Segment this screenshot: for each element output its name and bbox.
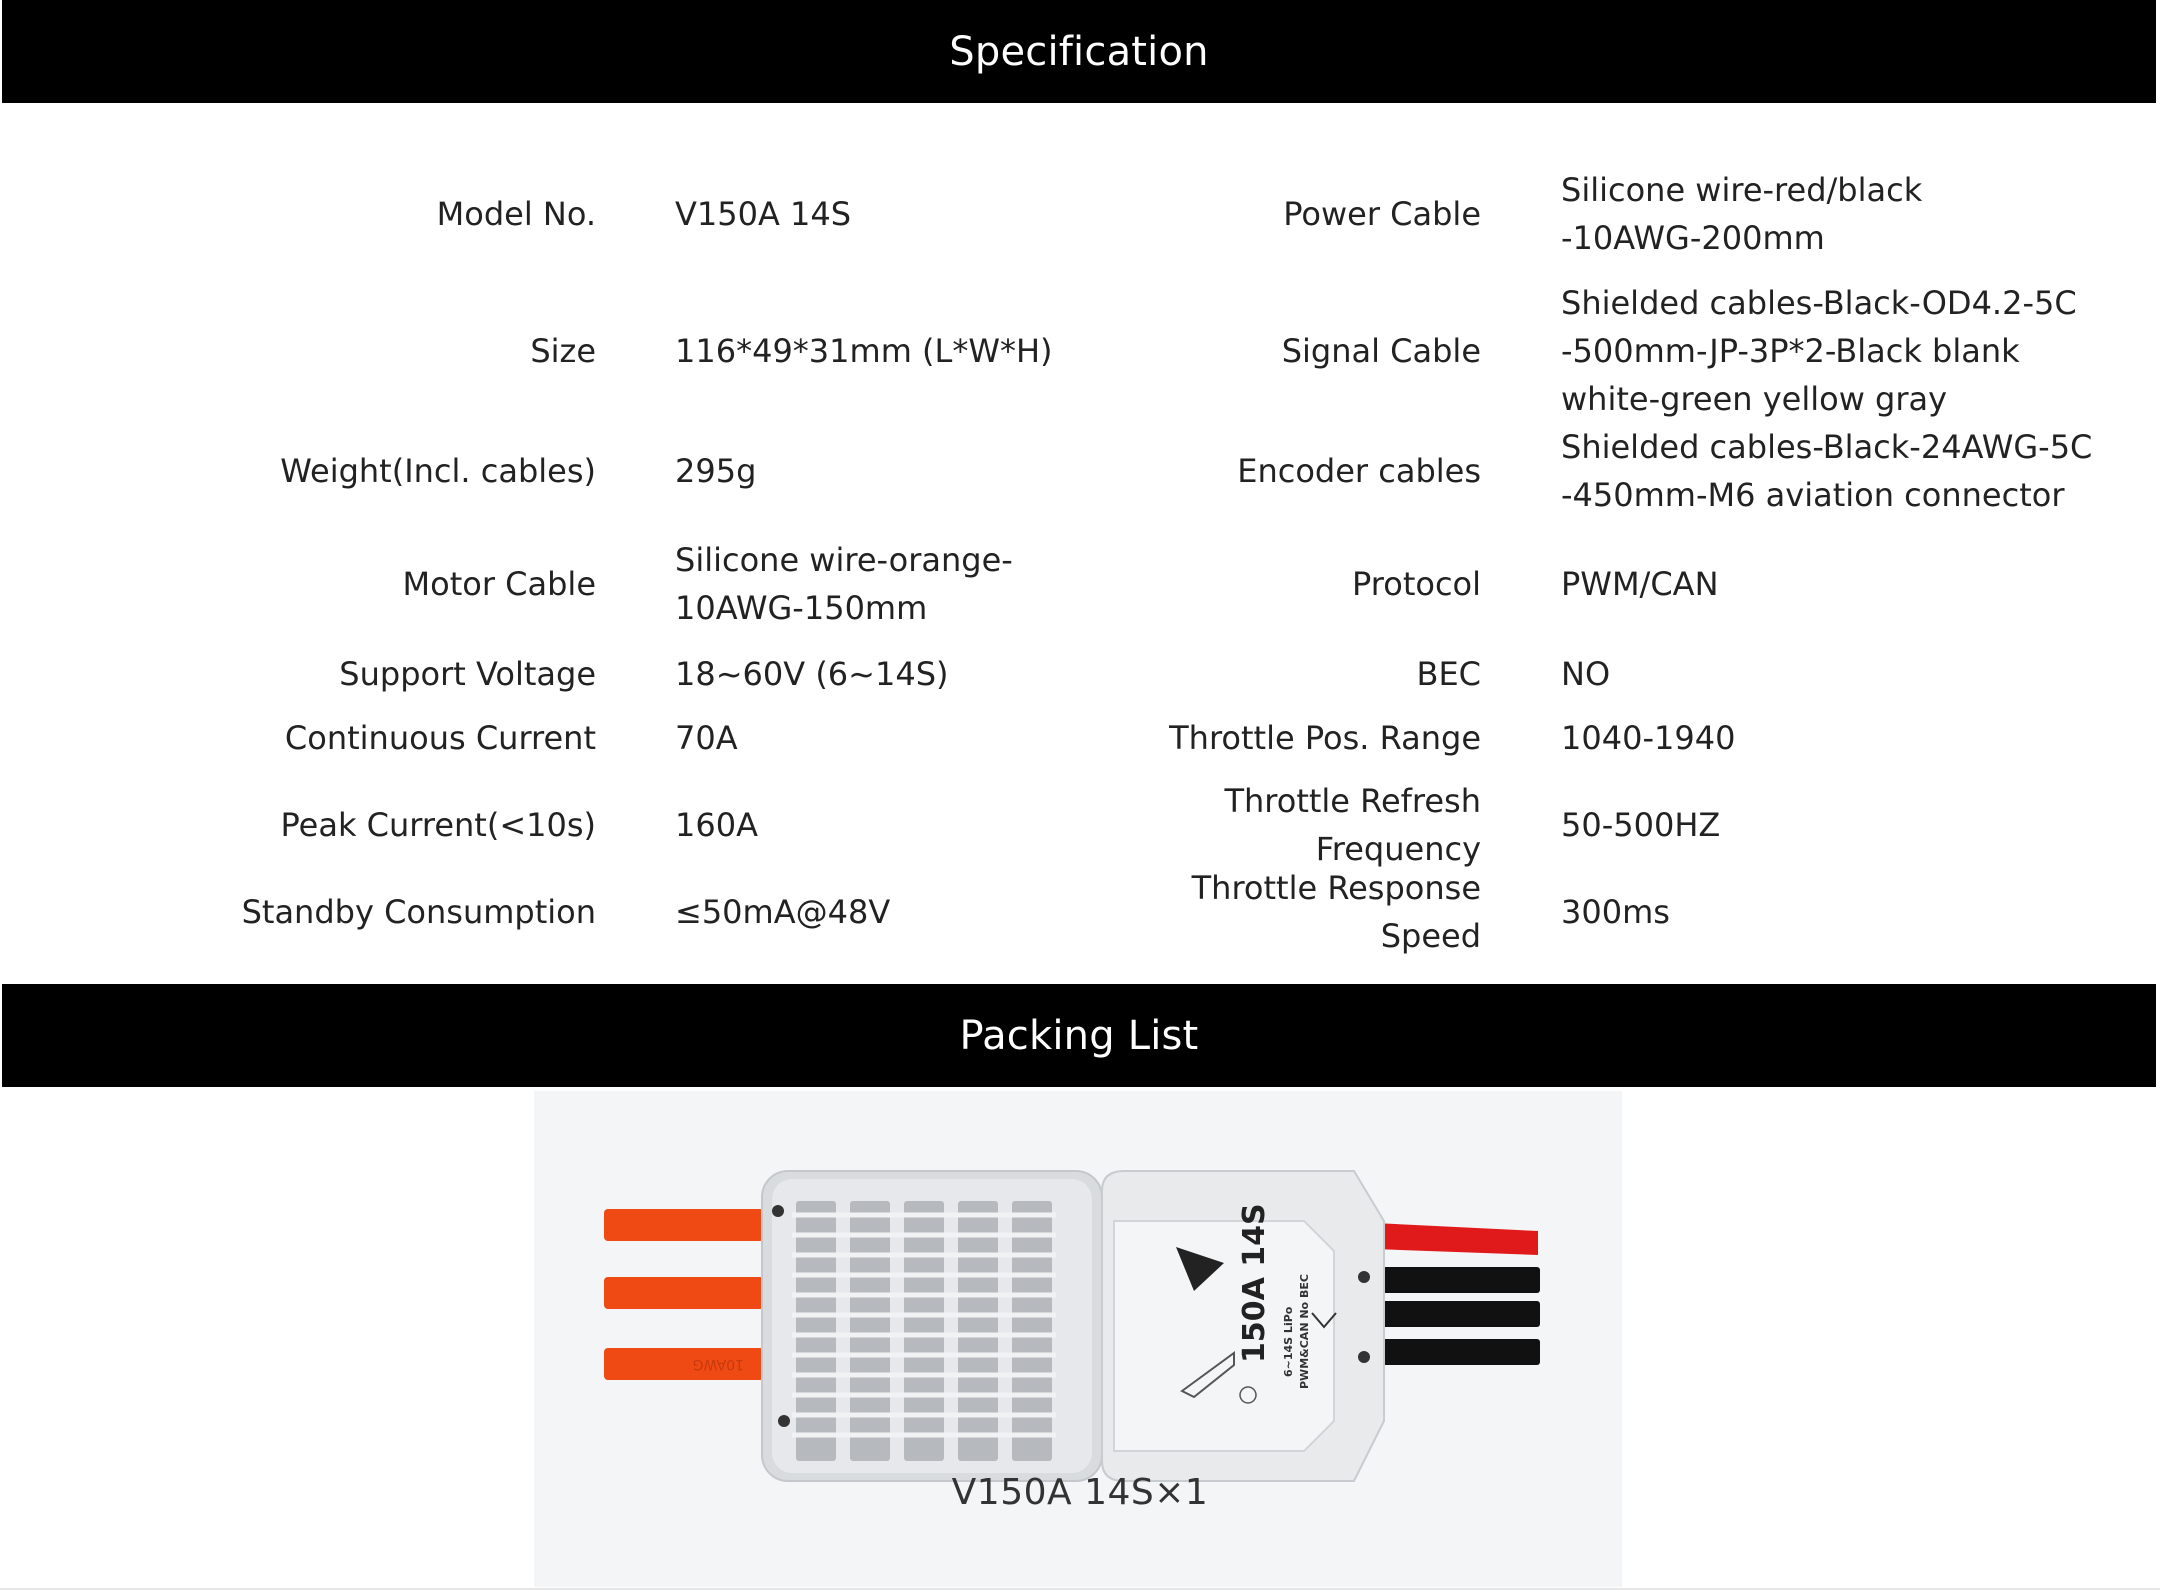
motor-wires — [604, 1209, 764, 1380]
spec-label-weight: Weight(Incl. cables) — [280, 452, 596, 490]
spec-value-protocol: PWM/CAN — [1561, 565, 1719, 603]
spec-label-peak-current: Peak Current(<10s) — [280, 806, 596, 844]
packing-item-caption: V150A 14S×1 — [951, 1472, 1209, 1513]
spec-label-throttle-range: Throttle Pos. Range — [1169, 719, 1481, 757]
spec-label-power-cable: Power Cable — [1283, 195, 1481, 233]
specification-table — [0, 103, 2160, 984]
spec-label-bec: BEC — [1416, 655, 1481, 693]
motor-wire-1 — [604, 1209, 764, 1241]
spec-label-motor-cable: Motor Cable — [402, 565, 596, 603]
spec-label-throttle-response: Throttle Response Speed — [1191, 869, 1481, 955]
spec-value-support-voltage: 18~60V (6~14S) — [675, 655, 949, 693]
spec-label-throttle-refresh: Throttle Refresh Frequency — [1224, 782, 1481, 868]
spec-value-power-cable: Silicone wire-red/black -10AWG-200mm — [1561, 171, 1923, 257]
spec-value-throttle-refresh: 50-500HZ — [1561, 806, 1721, 844]
bottom-divider — [0, 1588, 2160, 1590]
specification-title: Specification — [949, 28, 1209, 75]
spec-value-size: 116*49*31mm (L*W*H) — [675, 332, 1053, 370]
spec-label-standby: Standby Consumption — [241, 893, 596, 931]
spec-label-support-voltage: Support Voltage — [339, 655, 596, 693]
packing-list-banner — [2, 984, 2156, 1087]
power-wire-black-3 — [1374, 1339, 1540, 1365]
power-wires — [1374, 1223, 1540, 1365]
spec-label-model: Model No. — [436, 195, 596, 233]
spec-value-encoder-cables: Shielded cables-Black-24AWG-5C -450mm-M6 aviation connector — [1561, 428, 2093, 514]
heatsink — [762, 1171, 1102, 1481]
product-label-cells: 6~14S LiPo — [1282, 1306, 1295, 1377]
wire-print: 10AWG — [692, 1356, 744, 1372]
power-wire-black-2 — [1374, 1301, 1540, 1327]
spec-label-protocol: Protocol — [1352, 565, 1481, 603]
spec-label-signal-cable: Signal Cable — [1281, 332, 1481, 370]
spec-value-continuous-current: 70A — [675, 719, 738, 757]
spec-value-bec: NO — [1561, 655, 1611, 693]
spec-label-size: Size — [530, 332, 596, 370]
spec-value-model: V150A 14S — [675, 195, 852, 233]
power-wire-black-1 — [1374, 1267, 1540, 1293]
spec-value-peak-current: 160A — [675, 806, 758, 844]
spec-value-standby: ≤50mA@48V — [675, 893, 891, 931]
power-wire-red — [1374, 1223, 1538, 1255]
spec-label-continuous-current: Continuous Current — [284, 719, 596, 757]
spec-value-throttle-response: 300ms — [1561, 893, 1670, 931]
spec-value-throttle-range: 1040-1940 — [1561, 719, 1736, 757]
controller-housing — [1102, 1171, 1384, 1481]
packing-list-title: Packing List — [959, 1012, 1199, 1059]
spec-label-encoder-cables: Encoder cables — [1237, 452, 1481, 490]
product-label-protocol: PWM&CAN No BEC — [1298, 1274, 1311, 1389]
motor-wire-2 — [604, 1277, 764, 1309]
spec-value-signal-cable: Shielded cables-Black-OD4.2-5C -500mm-JP-3P*2-Black blank white-green yellow gray — [1561, 284, 2077, 418]
product-label-main: 150A 14S — [1237, 1203, 1272, 1363]
spec-value-motor-cable: Silicone wire-orange- 10AWG-150mm — [675, 541, 1013, 627]
spec-value-weight: 295g — [675, 452, 757, 490]
specification-banner — [2, 0, 2156, 103]
